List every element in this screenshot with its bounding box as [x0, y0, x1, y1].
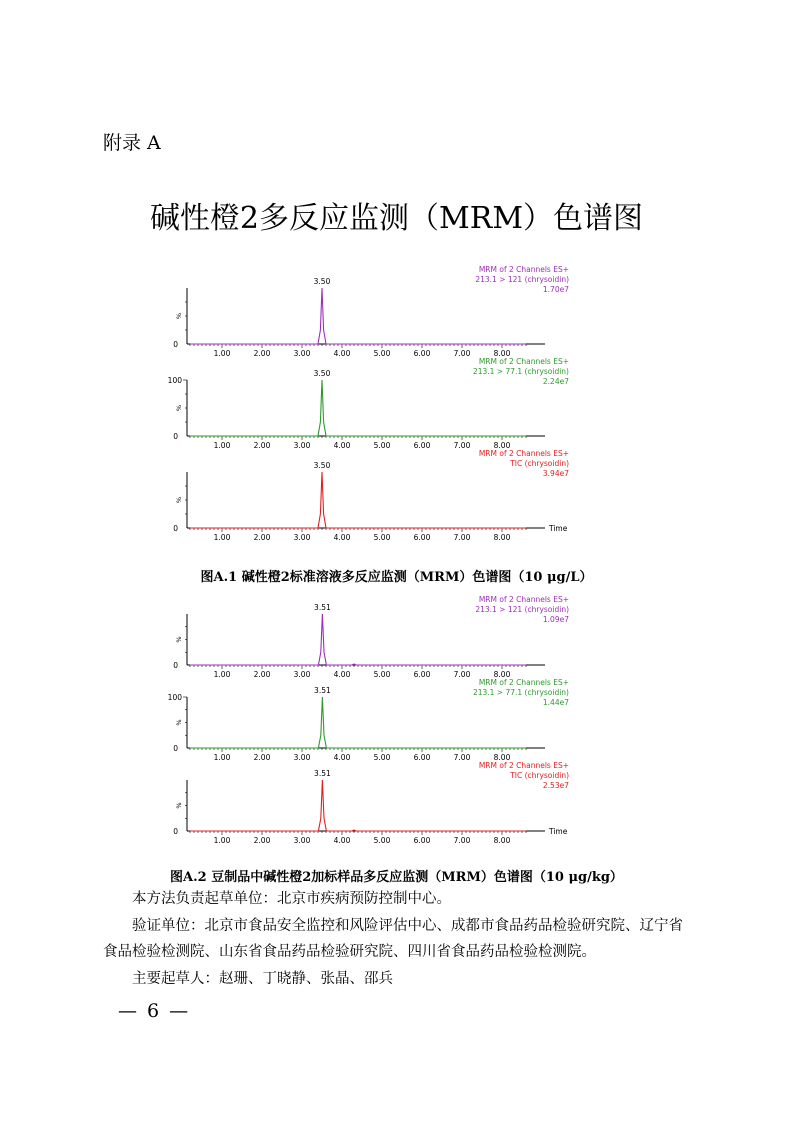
intensity-text: 1.70e7 [542, 285, 569, 294]
x-tick-label: 6.00 [413, 670, 431, 679]
x-tick-label: 4.00 [333, 670, 351, 679]
x-tick-label: 7.00 [453, 836, 471, 845]
figure-a2-caption: 图A.2 豆制品中碱性橙2加标样品多反应监测（MRM）色谱图（10 μg/kg） [170, 870, 623, 885]
chromatogram-panel-2 [168, 357, 570, 450]
drafting-unit-paragraph: 本方法负责起草单位：北京市疾病预防控制中心。 [132, 891, 451, 907]
y-zero-label: 0 [173, 524, 178, 533]
channel-header-text: MRM of 2 Channels ES+ [478, 265, 569, 274]
trace-line-3 [190, 780, 526, 831]
channel-header-text: MRM of 2 Channels ES+ [478, 595, 569, 604]
peak-retention-label: 3.51 [314, 769, 331, 778]
y-zero-label: 0 [173, 744, 178, 753]
time-axis-label: Time [549, 827, 568, 836]
x-tick-label: 2.00 [253, 441, 271, 450]
x-tick-label: 5.00 [373, 441, 391, 450]
intensity-text: 1.09e7 [542, 615, 569, 624]
x-tick-label: 1.00 [213, 753, 231, 762]
x-tick-label: 4.00 [333, 753, 351, 762]
channel-header-text: MRM of 2 Channels ES+ [478, 357, 569, 366]
chromatogram-figure-a2 [160, 592, 580, 852]
x-tick-label: 8.00 [493, 836, 511, 845]
x-tick-label: 4.00 [333, 441, 351, 450]
page-number: — 6 — [118, 1000, 191, 1022]
x-tick-label: 8.00 [493, 670, 511, 679]
chromatogram-panel-1 [173, 265, 569, 358]
y-zero-label: 0 [173, 340, 178, 349]
intensity-text: 2.53e7 [542, 781, 569, 790]
x-tick-label: 2.00 [253, 349, 271, 358]
y-zero-label: 0 [173, 661, 178, 670]
transition-text: 213.1 > 77.1 (chrysoidin) [472, 688, 569, 697]
channel-header-text: MRM of 2 Channels ES+ [478, 449, 569, 458]
transition-text: TIC (chrysoidin) [510, 771, 569, 780]
x-tick-label: 7.00 [453, 753, 471, 762]
x-tick-label: 8.00 [493, 533, 511, 542]
verification-units-paragraph: 验证单位：北京市食品安全监控和风险评估中心、成都市食品药品检验研究院、辽宁省食品检验检测院、山东省食品药品检验研究院、四川省食品药品检验检测院。 [103, 918, 683, 960]
x-tick-label: 1.00 [213, 836, 231, 845]
trace-line-2 [190, 380, 526, 436]
y-percent-label: % [175, 312, 183, 320]
x-tick-label: 3.00 [293, 533, 311, 542]
transition-text: 213.1 > 77.1 (chrysoidin) [472, 367, 569, 376]
peak-retention-label: 3.51 [314, 603, 331, 612]
intensity-text: 1.44e7 [542, 698, 569, 707]
chromatogram-panel-3 [173, 449, 569, 542]
chromatogram-svg-2 [160, 592, 580, 852]
y-top-label: 100 [167, 693, 182, 702]
channel-header-text: MRM of 2 Channels ES+ [478, 761, 569, 770]
chromatogram-panel-1 [173, 595, 569, 679]
x-tick-label: 7.00 [453, 533, 471, 542]
x-tick-label: 2.00 [253, 670, 271, 679]
x-tick-label: 5.00 [373, 836, 391, 845]
x-tick-label: 1.00 [213, 533, 231, 542]
x-tick-label: 1.00 [213, 349, 231, 358]
x-tick-label: 4.00 [333, 533, 351, 542]
x-tick-label: 5.00 [373, 753, 391, 762]
main-drafters-paragraph: 主要起草人：赵珊、丁晓静、张晶、邵兵 [132, 971, 393, 987]
x-tick-label: 4.00 [333, 836, 351, 845]
trace-line-1 [190, 614, 526, 665]
y-zero-label: 0 [173, 827, 178, 836]
x-tick-label: 5.00 [373, 349, 391, 358]
x-tick-label: 4.00 [333, 349, 351, 358]
peak-retention-label: 3.50 [313, 277, 331, 286]
chromatogram-svg-1 [160, 262, 580, 552]
transition-text: TIC (chrysoidin) [510, 459, 569, 468]
x-tick-label: 7.00 [453, 349, 471, 358]
intensity-text: 2.24e7 [542, 377, 569, 386]
x-tick-label: 2.00 [253, 836, 271, 845]
chromatogram-panel-2 [168, 678, 570, 762]
y-percent-label: % [175, 636, 183, 643]
y-percent-label: % [175, 404, 183, 412]
transition-text: 213.1 > 121 (chrysoidin) [475, 605, 569, 614]
x-tick-label: 6.00 [413, 441, 431, 450]
x-tick-label: 6.00 [413, 349, 431, 358]
appendix-label: 附录 A [103, 132, 161, 154]
x-tick-label: 8.00 [493, 753, 511, 762]
time-axis-label: Time [549, 524, 568, 533]
x-tick-label: 3.00 [293, 670, 311, 679]
x-tick-label: 8.00 [493, 349, 511, 358]
x-tick-label: 3.00 [293, 753, 311, 762]
x-tick-label: 5.00 [373, 533, 391, 542]
intensity-text: 3.94e7 [542, 469, 569, 478]
x-tick-label: 2.00 [253, 533, 271, 542]
x-tick-label: 6.00 [413, 533, 431, 542]
x-tick-label: 2.00 [253, 753, 271, 762]
trace-line-1 [190, 288, 526, 344]
x-tick-label: 5.00 [373, 670, 391, 679]
x-tick-label: 6.00 [413, 836, 431, 845]
transition-text: 213.1 > 121 (chrysoidin) [475, 275, 569, 284]
trace-line-3 [190, 472, 526, 528]
y-top-label: 100 [167, 376, 182, 385]
x-tick-label: 7.00 [453, 670, 471, 679]
peak-retention-label: 3.51 [314, 686, 331, 695]
x-tick-label: 3.00 [293, 349, 311, 358]
chromatogram-figure-a1 [160, 262, 580, 552]
page-title: 碱性橙2多反应监测（MRM）色谱图 [149, 201, 644, 236]
x-tick-label: 6.00 [413, 753, 431, 762]
peak-retention-label: 3.50 [313, 369, 331, 378]
x-tick-label: 3.00 [293, 836, 311, 845]
channel-header-text: MRM of 2 Channels ES+ [478, 678, 569, 687]
figure-a1-caption: 图A.1 碱性橙2标准溶液多反应监测（MRM）色谱图（10 μg/L） [200, 570, 593, 585]
y-percent-label: % [175, 802, 183, 809]
x-tick-label: 3.00 [293, 441, 311, 450]
x-tick-label: 8.00 [493, 441, 511, 450]
x-tick-label: 1.00 [213, 670, 231, 679]
trace-line-2 [190, 697, 526, 748]
peak-retention-label: 3.50 [313, 461, 331, 470]
y-zero-label: 0 [173, 432, 178, 441]
x-tick-label: 1.00 [213, 441, 231, 450]
y-percent-label: % [175, 719, 183, 726]
y-percent-label: % [175, 496, 183, 504]
x-tick-label: 7.00 [453, 441, 471, 450]
chromatogram-panel-3 [173, 761, 569, 845]
